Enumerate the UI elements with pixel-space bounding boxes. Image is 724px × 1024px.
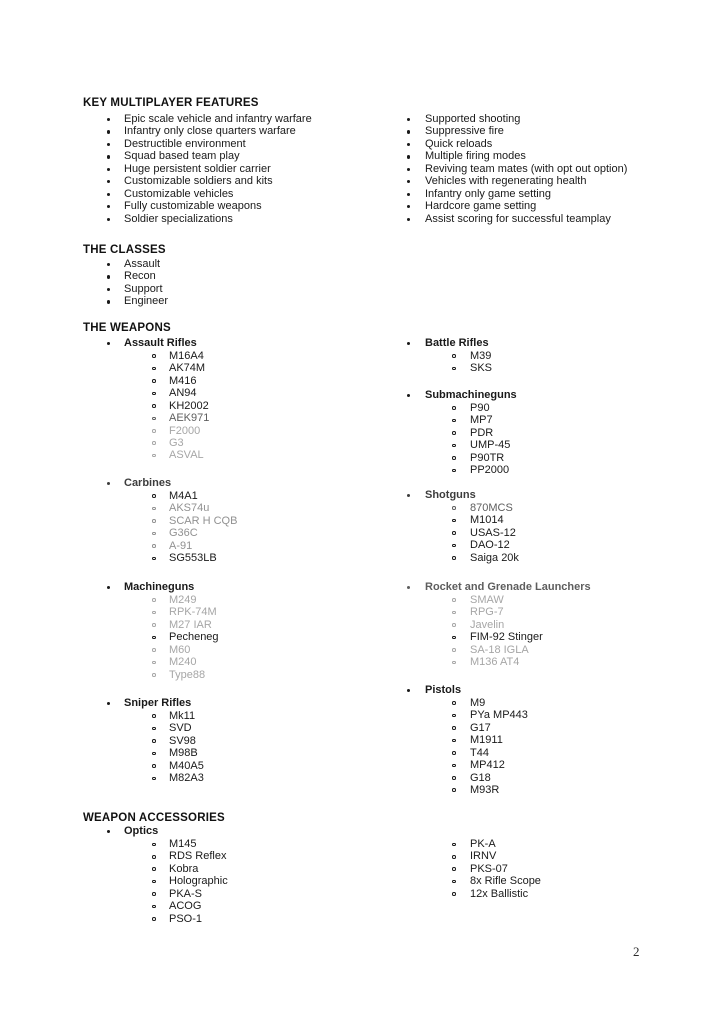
list-item-label: Optics	[124, 825, 159, 837]
circle-bullet-icon	[452, 406, 456, 410]
list-item-label: M136 AT4	[470, 656, 520, 669]
list-item-label: Mk11	[169, 709, 196, 722]
list-item-label: M416	[169, 374, 197, 387]
heading-weapon-accessories: WEAPON ACCESSORIES	[83, 812, 225, 824]
bullet-icon	[107, 342, 110, 345]
list-item-label: PP2000	[470, 464, 510, 477]
bullet-icon	[107, 275, 110, 278]
circle-bullet-icon	[452, 531, 456, 535]
circle-bullet-icon	[452, 456, 456, 460]
circle-bullet-icon	[452, 776, 456, 780]
list-item-label: M240	[169, 656, 197, 669]
circle-bullet-icon	[452, 556, 456, 560]
list-item-label: Soldier specializations	[124, 212, 233, 225]
list-item-label: SG553LB	[169, 552, 217, 565]
list-item-label: UMP-45	[470, 439, 511, 452]
list-item-label: Assault	[124, 258, 161, 270]
circle-bullet-icon	[152, 855, 156, 859]
circle-bullet-icon	[452, 354, 456, 358]
circle-bullet-icon	[152, 519, 156, 523]
circle-bullet-icon	[452, 751, 456, 755]
circle-bullet-icon	[152, 892, 156, 896]
list-item-label: M98B	[169, 747, 198, 760]
circle-bullet-icon	[452, 648, 456, 652]
heading-the-weapons: THE WEAPONS	[83, 322, 171, 334]
list-item-label: Infantry only game setting	[425, 187, 551, 200]
list-item-label: Huge persistent soldier carrier	[124, 162, 271, 175]
list-item-label: PDR	[470, 426, 494, 439]
list-item-label: IRNV	[470, 850, 497, 863]
list-item-label: P90TR	[470, 451, 505, 464]
circle-bullet-icon	[152, 367, 156, 371]
list-item-label: SV98	[169, 734, 196, 747]
list-item-label: M40A5	[169, 759, 204, 772]
list-item-label: Sniper Rifles	[124, 697, 192, 709]
bullet-icon	[407, 143, 410, 146]
list-item-label: Javelin	[470, 618, 505, 631]
bullet-icon	[407, 689, 410, 692]
circle-bullet-icon	[152, 441, 156, 445]
circle-bullet-icon	[452, 469, 456, 473]
bullet-icon	[407, 155, 410, 158]
list-item-label: PK-A	[470, 838, 496, 850]
circle-bullet-icon	[452, 739, 456, 743]
list-item-label: Hardcore game setting	[425, 200, 537, 213]
list-item-label: Customizable vehicles	[124, 187, 234, 200]
circle-bullet-icon	[452, 506, 456, 510]
list-item-label: Fully customizable weapons	[124, 200, 262, 213]
list-item-label: AK74M	[169, 362, 206, 375]
circle-bullet-icon	[452, 598, 456, 602]
list-item-label: M249	[169, 593, 197, 606]
circle-bullet-icon	[152, 764, 156, 768]
circle-bullet-icon	[152, 636, 156, 640]
list-item-label: T44	[470, 746, 489, 759]
circle-bullet-icon	[452, 714, 456, 718]
list-item-label: PYa MP443	[470, 709, 528, 722]
list-item-label: Vehicles with regenerating health	[425, 175, 587, 188]
bullet-icon	[407, 342, 410, 345]
list-item-label: M1911	[470, 734, 503, 747]
list-item-label: Recon	[124, 270, 156, 283]
circle-bullet-icon	[152, 404, 156, 408]
list-item-label: G18	[470, 771, 491, 784]
list-item-label: AKS74u	[169, 502, 210, 515]
bullet-icon	[107, 830, 110, 833]
circle-bullet-icon	[152, 752, 156, 756]
circle-bullet-icon	[452, 855, 456, 859]
list-item-label: Machineguns	[124, 581, 195, 593]
list-item-label: PKA-S	[169, 887, 203, 900]
list-item-label: G36C	[169, 527, 198, 540]
circle-bullet-icon	[152, 661, 156, 665]
list-item-label: SKS	[470, 362, 493, 375]
circle-bullet-icon	[452, 764, 456, 768]
list-item-label: M60	[169, 643, 191, 656]
list-item-label: M145	[169, 838, 197, 850]
list-item-label: M93R	[470, 783, 500, 796]
bullet-icon	[407, 494, 410, 497]
list-item-label: 12x Ballistic	[470, 887, 529, 900]
list-item-label: DAO-12	[470, 539, 510, 552]
circle-bullet-icon	[152, 544, 156, 548]
heading-key-multiplayer-features: KEY MULTIPLAYER FEATURES	[83, 97, 259, 109]
page-number: 2	[633, 944, 640, 959]
circle-bullet-icon	[152, 623, 156, 627]
list-item-label: Shotguns	[425, 489, 476, 501]
circle-bullet-icon	[452, 519, 456, 523]
list-item-label: SA-18 IGLA	[470, 643, 529, 656]
bullet-icon	[407, 218, 410, 221]
circle-bullet-icon	[152, 727, 156, 731]
circle-bullet-icon	[152, 417, 156, 421]
list-item-label: Saiga 20k	[470, 551, 519, 564]
bullet-icon	[107, 180, 110, 183]
bullet-icon	[107, 218, 110, 221]
list-item-label: MP7	[470, 414, 493, 427]
circle-bullet-icon	[452, 431, 456, 435]
list-item-label: FIM-92 Stinger	[470, 631, 543, 644]
circle-bullet-icon	[452, 661, 456, 665]
list-item-label: Supported shooting	[425, 113, 521, 125]
bullet-icon	[107, 288, 110, 291]
list-item-label: Customizable soldiers and kits	[124, 175, 273, 188]
list-item-label: G3	[169, 436, 184, 449]
circle-bullet-icon	[452, 419, 456, 423]
circle-bullet-icon	[152, 880, 156, 884]
list-item-label: Squad based team play	[124, 150, 240, 163]
circle-bullet-icon	[452, 367, 456, 371]
list-item-label: Suppressive fire	[425, 125, 504, 138]
bullet-icon	[407, 205, 410, 208]
circle-bullet-icon	[152, 843, 156, 847]
bullet-icon	[407, 586, 410, 589]
list-item-label: PSO-1	[169, 912, 203, 925]
circle-bullet-icon	[152, 777, 156, 781]
list-item-label: G17	[470, 721, 491, 734]
circle-bullet-icon	[152, 507, 156, 511]
bullet-icon	[107, 155, 110, 158]
bullet-icon	[107, 205, 110, 208]
bullet-icon	[407, 180, 410, 183]
list-item-label: Carbines	[124, 477, 172, 489]
list-item-label: Epic scale vehicle and infantry warfare	[124, 113, 312, 125]
list-item-label: M9	[470, 696, 486, 709]
list-item-label: Assist scoring for successful teamplay	[425, 212, 611, 225]
circle-bullet-icon	[152, 392, 156, 396]
list-item-label: Rocket and Grenade Launchers	[425, 581, 591, 593]
list-item-label: Engineer	[124, 295, 169, 308]
list-item-label: ASVAL	[169, 449, 204, 462]
list-item-label: P90	[470, 401, 490, 414]
circle-bullet-icon	[152, 648, 156, 652]
list-item-label: Pistols	[425, 684, 462, 696]
list-item-label: Reviving team mates (with opt out option)	[425, 162, 628, 175]
bullet-icon	[107, 130, 110, 133]
circle-bullet-icon	[152, 379, 156, 383]
list-item-label: Support	[124, 282, 163, 295]
list-item-label: M82A3	[169, 772, 204, 785]
circle-bullet-icon	[452, 611, 456, 615]
circle-bullet-icon	[152, 739, 156, 743]
list-item-label: Battle Rifles	[425, 337, 489, 349]
list-item-label: MP412	[470, 759, 505, 772]
circle-bullet-icon	[452, 867, 456, 871]
list-item-label: RPK-74M	[169, 606, 217, 619]
list-item-label: Pecheneg	[169, 631, 219, 644]
list-item-label: M16A4	[169, 349, 204, 362]
circle-bullet-icon	[452, 701, 456, 705]
circle-bullet-icon	[452, 636, 456, 640]
bullet-icon	[107, 193, 110, 196]
bullet-icon	[407, 130, 410, 133]
list-item-label: Quick reloads	[425, 137, 493, 150]
list-item-label: SMAW	[470, 593, 504, 606]
bullet-icon	[407, 193, 410, 196]
bullet-icon	[407, 118, 410, 121]
circle-bullet-icon	[152, 673, 156, 677]
list-item-label: AN94	[169, 387, 197, 400]
list-item-label: F2000	[169, 424, 201, 437]
bullet-icon	[107, 702, 110, 705]
circle-bullet-icon	[452, 892, 456, 896]
list-item-label: Destructible environment	[124, 137, 246, 150]
circle-bullet-icon	[152, 905, 156, 909]
list-item-label: 870MCS	[470, 501, 513, 514]
list-item-label: Kobra	[169, 862, 199, 875]
list-item-label: Infantry only close quarters warfare	[124, 125, 296, 138]
list-item-label: RDS Reflex	[169, 850, 227, 863]
bullet-icon	[407, 168, 410, 171]
circle-bullet-icon	[152, 454, 156, 458]
list-item-label: Multiple firing modes	[425, 150, 526, 163]
bullet-icon	[107, 300, 110, 303]
circle-bullet-icon	[152, 532, 156, 536]
circle-bullet-icon	[152, 598, 156, 602]
circle-bullet-icon	[152, 867, 156, 871]
circle-bullet-icon	[152, 714, 156, 718]
circle-bullet-icon	[452, 544, 456, 548]
list-item-label: M1014	[470, 514, 504, 527]
bullet-icon	[407, 394, 410, 397]
circle-bullet-icon	[152, 557, 156, 561]
list-item-label: M39	[470, 349, 492, 362]
bullet-icon	[107, 168, 110, 171]
list-item-label: Type88	[169, 668, 206, 681]
list-item-label: Submachineguns	[425, 389, 517, 401]
circle-bullet-icon	[152, 429, 156, 433]
list-item-label: A-91	[169, 539, 193, 552]
heading-the-classes: THE CLASSES	[83, 244, 166, 256]
bullet-icon	[107, 482, 110, 485]
list-item-label: ACOG	[169, 900, 202, 913]
circle-bullet-icon	[452, 726, 456, 730]
list-item-label: PKS-07	[470, 862, 508, 875]
circle-bullet-icon	[152, 494, 156, 498]
circle-bullet-icon	[452, 843, 456, 847]
bullet-icon	[107, 263, 110, 266]
bullet-icon	[107, 143, 110, 146]
circle-bullet-icon	[452, 880, 456, 884]
list-item-label: M27 IAR	[169, 618, 212, 631]
list-item-label: SCAR H CQB	[169, 514, 238, 527]
list-item-label: RPG-7	[470, 606, 504, 619]
list-item-label: KH2002	[169, 399, 209, 412]
list-item-label: USAS-12	[470, 526, 516, 539]
circle-bullet-icon	[452, 623, 456, 627]
circle-bullet-icon	[452, 444, 456, 448]
list-item-label: M4A1	[169, 489, 198, 502]
circle-bullet-icon	[152, 917, 156, 921]
circle-bullet-icon	[152, 354, 156, 358]
bullet-icon	[107, 118, 110, 121]
list-item-label: 8x Rifle Scope	[470, 875, 541, 888]
list-item-label: Holographic	[169, 875, 228, 888]
bullet-icon	[107, 586, 110, 589]
list-item-label: SVD	[169, 722, 192, 735]
list-item-label: Assault Rifles	[124, 337, 197, 349]
list-item-label: AEK971	[169, 412, 210, 425]
circle-bullet-icon	[152, 611, 156, 615]
circle-bullet-icon	[452, 788, 456, 792]
